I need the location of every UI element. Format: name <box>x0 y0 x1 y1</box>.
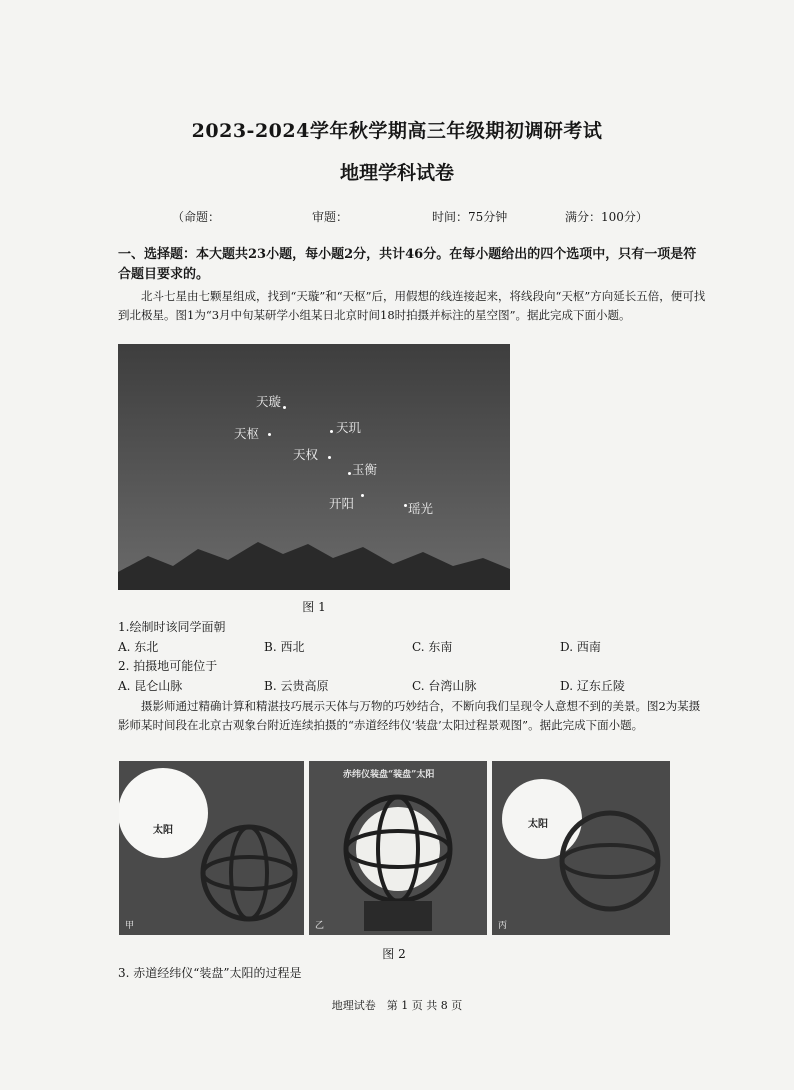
star-label-tianji: 天玑 <box>336 420 362 435</box>
q1-option-c: C. 东南 <box>412 640 453 654</box>
star-dot <box>283 406 286 409</box>
armillary-sphere-icon <box>492 761 670 935</box>
star-label-tianshu: 天枢 <box>234 426 260 441</box>
figure2-panel-yi <box>309 761 487 935</box>
figure2-panel-bing <box>492 761 670 935</box>
star-dot <box>328 456 331 459</box>
panel-tag: 甲 <box>125 921 135 931</box>
q2-option-d: D. 辽东丘陵 <box>560 679 625 693</box>
intro2-paragraph: 摄影师通过精确计算和精湛技巧展示天体与万物的巧妙结合，不断向我们呈现令人意想不到的美景。图2为某摄影师某时间段在北京古观象台附近连续拍摄的“赤道经纬仪‘装盘’太阳过程景观图”。据此完成下面小题。 <box>118 699 701 732</box>
armillary-sphere-icon <box>119 761 304 935</box>
q2-option-a: A. 昆仑山脉 <box>118 679 183 693</box>
meta-score: 满分：100分） <box>565 210 648 224</box>
figure1-caption: 图 1 <box>302 600 326 614</box>
question3-stem: 3. 赤道经纬仪“装盘”太阳的过程是 <box>118 966 302 980</box>
q1-option-d: D. 西南 <box>560 640 601 654</box>
q1-option-b: B. 西北 <box>264 640 305 654</box>
meta-reviewer: 审题： <box>312 210 349 224</box>
star-label-yuheng: 玉衡 <box>352 462 378 477</box>
q1-option-a: A. 东北 <box>118 640 159 654</box>
panel-top-label: 赤纬仪装盘“装盘”太阳 <box>343 770 435 780</box>
figure1-star-photo <box>118 344 510 590</box>
mountain-silhouette <box>118 344 510 590</box>
star-dot <box>268 433 271 436</box>
question2-stem: 2. 拍摄地可能位于 <box>118 659 218 673</box>
q2-option-b: B. 云贵高原 <box>264 679 329 693</box>
exam-subtitle: 地理学科试卷 <box>339 162 454 184</box>
intro-paragraph: 北斗七星由七颗星组成，找到“天璇”和“天枢”后，用假想的线连接起来，将线段向“天枢”方向延长五倍，便可找到北极星。图1为“3月中旬某研学小组某日北京时间18时拍摄并标注的星空图”。据此完成下面小题。 <box>118 289 706 322</box>
q2-option-c: C. 台湾山脉 <box>412 679 477 693</box>
page-footer: 地理试卷 第 1 页 共 8 页 <box>331 999 463 1012</box>
panel-tag: 乙 <box>315 921 325 931</box>
sun-label: 太阳 <box>528 819 548 830</box>
star-label-tianquan: 天权 <box>293 447 319 462</box>
star-label-yaoguang: 瑶光 <box>408 501 434 516</box>
question1-stem: 1.绘制时该同学面朝 <box>118 620 226 634</box>
star-dot <box>348 472 351 475</box>
star-label-tianxuan: 天璇 <box>256 394 282 409</box>
armillary-sphere-icon <box>309 761 487 935</box>
figure2-caption: 图 2 <box>382 947 406 961</box>
star-dot <box>361 494 364 497</box>
meta-author: （命题： <box>172 210 221 224</box>
star-label-kaiyang: 开阳 <box>329 496 355 511</box>
section-heading: 一、选择题：本大题共23小题，每小题2分，共计46分。在每小题给出的四个选项中，只有一项是符合题目要求的。 <box>118 247 697 282</box>
star-dot <box>330 430 333 433</box>
figure2-panel-jia <box>119 761 304 935</box>
panel-tag: 丙 <box>498 921 508 931</box>
star-dot <box>404 504 407 507</box>
exam-title: 2023-2024学年秋学期高三年级期初调研考试 <box>191 120 603 142</box>
sun-label: 太阳 <box>153 825 173 836</box>
meta-time: 时间：75分钟 <box>432 210 508 224</box>
